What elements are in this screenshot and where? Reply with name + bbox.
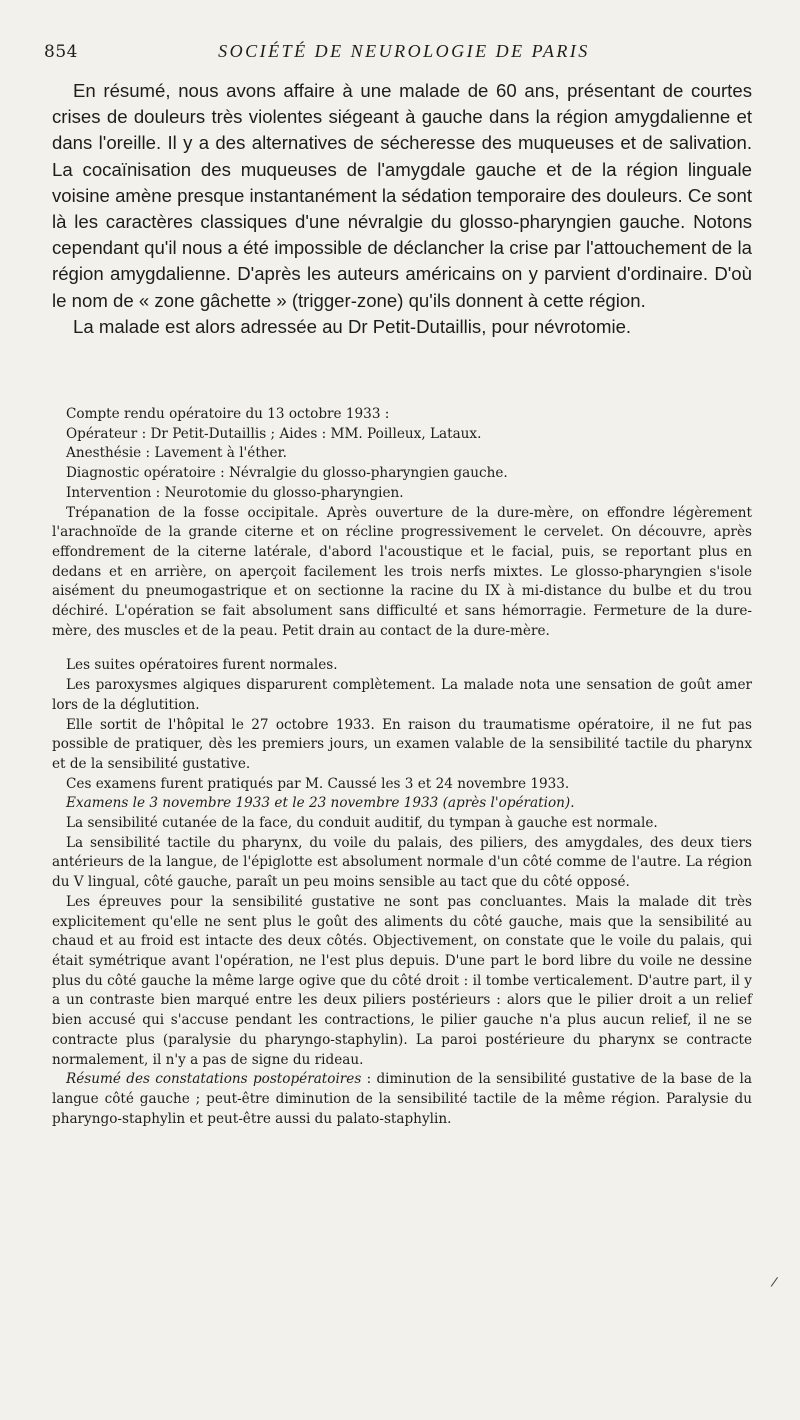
followup-paragraph: La sensibilité cutanée de la face, du conduit auditif, du tympan à gauche est normale.	[66, 815, 658, 832]
followup-paragraph: Elle sortit de l'hôpital le 27 octobre 1933. En raison du traumatisme opératoire, il ne fut pas possible de pratiquer, dès les premiers jours, un examen valable de la sensibilité tactile du pharynx et de la sensibilité gustative.	[52, 716, 752, 772]
followup-section	[52, 656, 752, 1129]
report-description: Trépanation de la fosse occipitale. Après ouverture de la dure-mère, on effondre légèrement l'arachnoïde de la grande citerne et on récline progressivement le cervelet. On découvre, après effondrement de la citerne latérale, d'abord l'acoustique et le facial, puis, se reportant plus en dedans et en arrière, on aperçoit facilement les trois nerfs mixtes. Le glosso-pharyngien s'isole aisément du pneumogastrique et on sectionne la racine du IX à mi-distance du bulbe et du trou déchiré. L'opération se fait absolument sans difficulté et sans hémorragie. Fermeture de la dure-mère, des muscles et de la peau. Petit drain au contact de la dure-mère.	[52, 504, 752, 639]
report-diagnosis: Diagnostic opératoire : Névralgie du glosso-pharyngien gauche.	[66, 465, 508, 482]
postop-summary-label: Résumé des constatations postopératoires	[66, 1071, 362, 1088]
followup-paragraph: Les épreuves pour la sensibilité gustative ne sont pas concluantes. Mais la malade dit très explicitement qu'elle ne sent plus le goût des aliments du côté gauche, mais que la sensibilité au chaud et au froid est intacte des deux côtés. Objectivement, on constate que le voile du palais, qui était symétrique avant l'opération, ne l'est plus depuis. D'une part le bord libre du voile ne dessine plus du côté gauche la même large ogive que du côté droit : il tombe verticalement. D'autre part, il y a un contraste bien marqué entre les deux piliers postérieurs : alors que le pilier droit a un relief bien accusé qui s'accuse pendant les contractions, le pilier gauche n'a plus aucun relief, il ne se contracte plus (paralysie du pharyngo-staphylin). La paroi postérieure du pharynx se contracte normalement, il n'y a pas de signe du rideau.	[52, 893, 752, 1068]
referral-paragraph: La malade est alors adressée au Dr Petit-Dutaillis, pour névrotomie.	[73, 315, 632, 337]
journal-title: SOCIÉTÉ DE NEUROLOGIE DE PARIS	[218, 41, 590, 61]
report-operator: Opérateur : Dr Petit-Dutaillis ; Aides : MM. Poilleux, Lataux.	[66, 425, 482, 442]
followup-paragraph: Les paroxysmes algiques disparurent complètement. La malade nota une sensation de goût amer lors de la déglutition.	[52, 677, 752, 713]
report-title: Compte rendu opératoire du 13 octobre 1933 :	[66, 406, 390, 422]
postop-summary	[52, 1070, 752, 1129]
followup-paragraph: Ces examens furent pratiqués par M. Caussé les 3 et 24 novembre 1933.	[66, 775, 570, 792]
running-header	[44, 38, 764, 66]
summary-paragraph: En résumé, nous avons affaire à une malade de 60 ans, présentant de courtes crises de douleurs très violentes siégeant à gauche dans la région amygdalienne et dans l'oreille. Il y a des alternatives de sécheresse des muqueuses et de salivation. La cocaïnisation des muqueuses de l'amygdale gauche et de la région linguale voisine amène presque instantanément la sédation temporaire des douleurs. Ce sont là les caractères classiques d'une névralgie du glosso-pharyngien gauche. Notons cependant qu'il nous a été impossible de déclancher la crise par l'attouchement de la région amygdalienne. D'après les auteurs américains on y parvient d'ordinaire. D'où le nom de « zone gâchette » (trigger-zone) qu'ils donnent à cette région.	[52, 80, 752, 311]
section-gap	[52, 641, 752, 656]
summary-section	[52, 78, 752, 340]
followup-paragraph: Les suites opératoires furent normales.	[66, 657, 338, 674]
operative-report	[52, 405, 752, 1129]
margin-mark: /	[769, 1274, 779, 1291]
followup-paragraph: La sensibilité tactile du pharynx, du voile du palais, des piliers, des amygdales, des deux tiers antérieurs de la langue, de l'épiglotte est absolument normale d'un côté comme de l'autre. La région du V lingual, côté gauche, paraît un peu moins sensible au tact que du côté opposé.	[52, 834, 752, 891]
report-anesthesia: Anesthésie : Lavement à l'éther.	[66, 445, 287, 462]
page-number: 854	[44, 42, 78, 62]
postop-summary-text: : diminution de la sensibilité gustative de la base de la langue côté gauche ; peut-être diminution de la sensibilité tactile de la même région. Paralysie du pharyngo-staphylin et peut-être aussi du palato-staphylin.	[52, 1071, 752, 1127]
report-intervention: Intervention : Neurotomie du glosso-pharyngien.	[66, 484, 404, 501]
exam-dates-heading: Examens le 3 novembre 1933 et le 23 novembre 1933 (après l'opération).	[66, 795, 575, 812]
